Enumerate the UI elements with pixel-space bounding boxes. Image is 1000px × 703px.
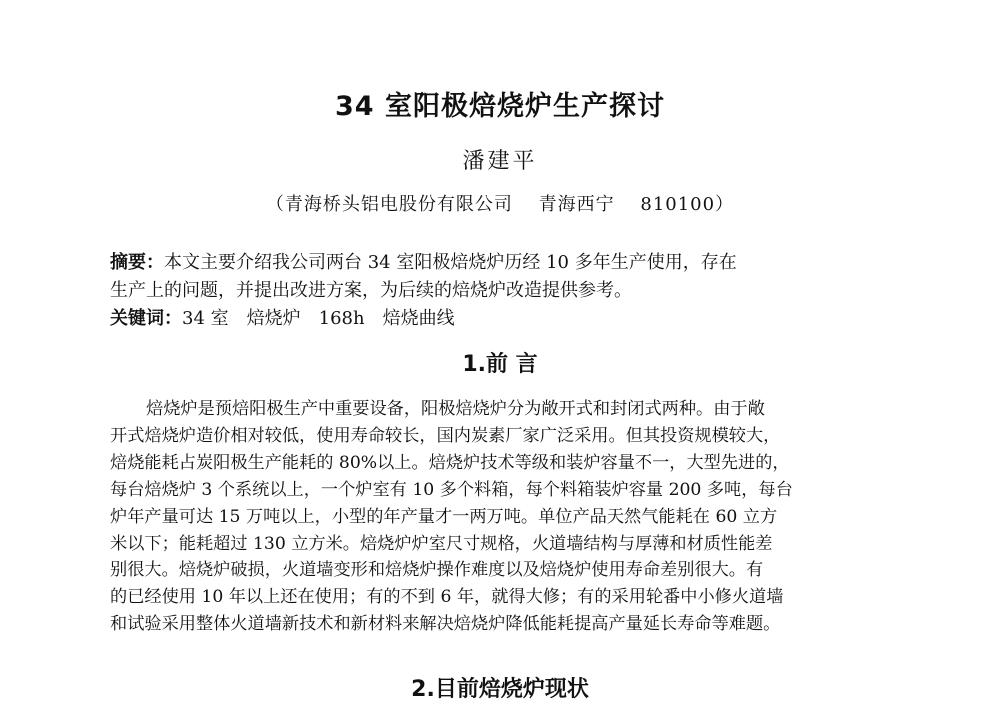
paragraph-line: 焙烧炉是预焙阳极生产中重要设备，阳极焙烧炉分为敞开式和封闭式两种。由于敞 xyxy=(146,399,765,419)
paragraph-line: 每台焙烧炉 3 个系统以上，一个炉室有 10 多个料箱，每个料箱装炉容量 200 多吨，每台 xyxy=(110,479,793,500)
abstract-line-1 xyxy=(110,249,900,277)
author-name: 潘建平 xyxy=(462,149,538,174)
paragraph-line: 炉年产量可达 15 万吨以上，小型的年产量才一两万吨。单位产品天然气能耗在 60 立方 xyxy=(110,506,778,527)
abstract-label: 摘要： xyxy=(110,252,164,273)
paragraph-line: 的已经使用 10 年以上还在使用；有的不到 6 年，就得大修；有的采用轮番中小修火道墙 xyxy=(110,587,784,608)
paragraph-line: 开式焙烧炉造价相对较低，使用寿命较长，国内炭素厂家广泛采用。但其投资规模较大， xyxy=(110,425,781,446)
paragraph-line: 和试验采用整体火道墙新技术和新材料来解决焙烧炉降低能耗提高产量延长寿命等难题。 xyxy=(110,614,781,635)
paper-title: 34 室阳极焙烧炉生产探讨 xyxy=(335,91,665,122)
abstract-text-2: 生产上的问题，并提出改进方案，为后续的焙烧炉改造提供参考。 xyxy=(110,280,632,301)
section-1-body xyxy=(110,396,900,638)
author-affiliation: （青海桥头铝电股份有限公司 青海西宁 810100） xyxy=(265,194,735,215)
section-heading-1: 1.前 言 xyxy=(462,352,538,377)
paragraph-line: 米以下；能耗超过 130 立方米。焙烧炉炉室尺寸规格，火道墙结构与厚薄和材质性能差 xyxy=(110,533,773,554)
abstract-text-1: 本文主要介绍我公司两台 34 室阳极焙烧炉历经 10 多年生产使用，存在 xyxy=(164,252,737,273)
paragraph-line: 别很大。焙烧炉破损，火道墙变形和焙烧炉操作难度以及焙烧炉使用寿命差别很大。有 xyxy=(110,560,764,581)
abstract-block xyxy=(110,249,900,333)
keywords-text: 34 室 焙烧炉 168h 焙烧曲线 xyxy=(182,308,455,329)
keywords-label: 关键词： xyxy=(110,308,182,329)
paragraph-line: 焙烧能耗占炭阳极生产能耗的 80%以上。焙烧炉技术等级和装炉容量不一，大型先进的， xyxy=(110,452,790,473)
keywords-line xyxy=(110,305,900,333)
section-heading-2: 2.目前焙烧炉现状 xyxy=(411,677,589,702)
